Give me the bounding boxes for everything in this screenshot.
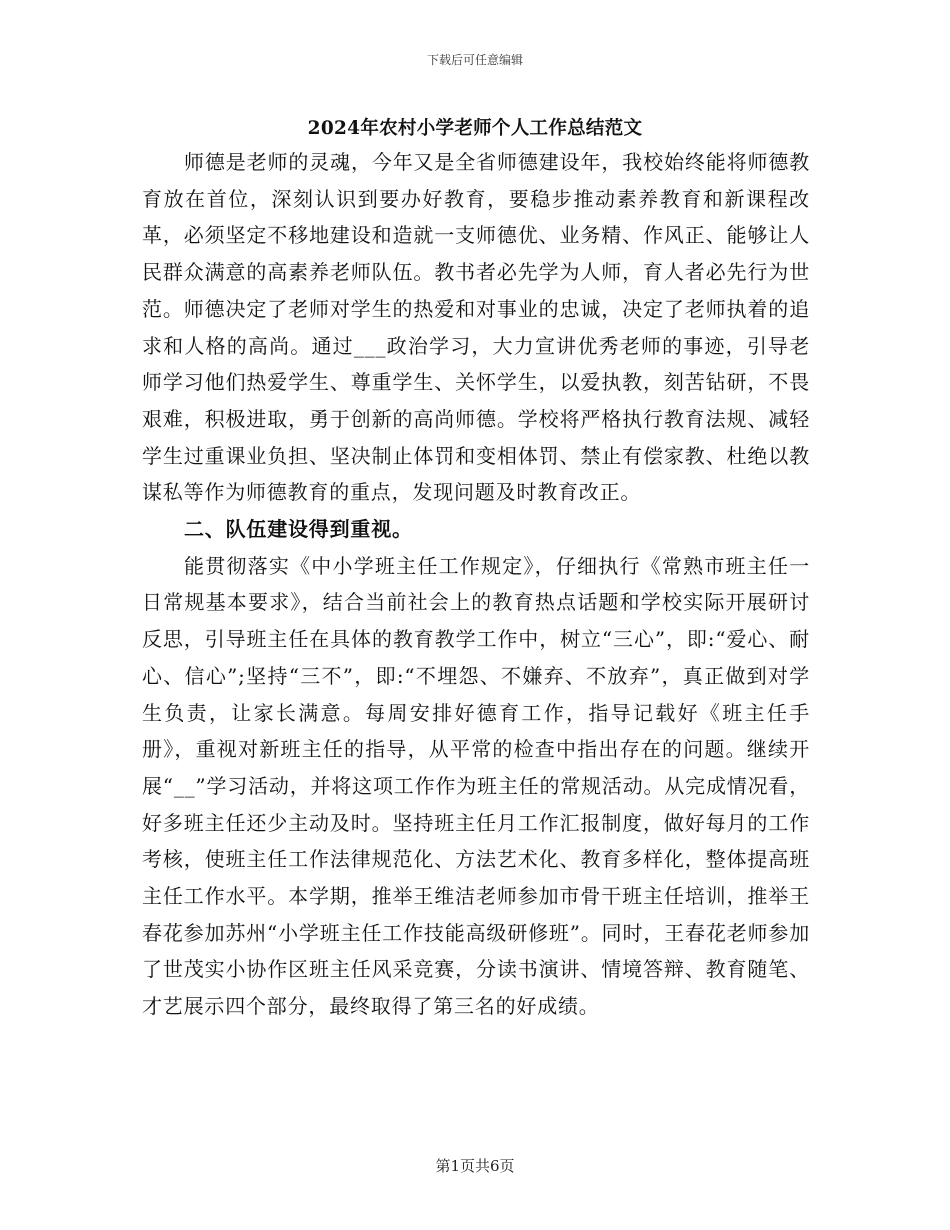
section-heading-team-building: 二、队伍建设得到重视。 [184, 517, 413, 542]
paragraph-teacher-ethics: 师德是老师的灵魂，今年又是全省师德建设年，我校始终能将师德教育放在首位，深刻认识到要办好教育，要稳步推动素养教育和新课程改革，必须坚定不移地建设和造就一支师德优、业务精、作风正、能够让人民群众满意的高素养老师队伍。教书者必先学为人师，育人者必先行为世范。师德决定了老师对学生的热爱和对事业的忠诚，决定了老师执着的追求和人格的高尚。通过___政治学习，大力宣讲优秀老师的事迹，引导老师学习他们热爱学生、尊重学生、关怀学生，以爱执教，刻苦钻研，不畏艰难，积极进取，勇于创新的高尚师德。学校将严格执行教育法规、减轻学生过重课业负担、坚决制止体罚和变相体罚、禁止有偿家教、杜绝以教谋私等作为师德教育的重点，发现问题及时教育改正。 [142, 150, 810, 505]
document-body [142, 144, 810, 1025]
document-title: 2024年农村小学老师个人工作总结范文 [307, 118, 643, 139]
page-header-note: 下载后可任意编辑 [426, 53, 523, 67]
paragraph-class-teacher-work: 能贯彻落实《中小学班主任工作规定》，仔细执行《常熟市班主任一日常规基本要求》，结合当前社会上的教育热点话题和学校实际开展研讨反思，引导班主任在具体的教育教学工作中，树立“三心”，即:“爱心、耐心、信心”;坚持“三不”，即:“不埋怨、不嫌弃、不放弃”，真正做到对学生负责，让家长满意。每周安排好德育工作，指导记载好《班主任手册》，重视对新班主任的指导，从平常的检查中指出存在的问题。继续开展“__”学习活动，并将这项工作作为班主任的常规活动。从完成情况看，好多班主任还少主动及时。坚持班主任月工作汇报制度，做好每月的工作考核，使班主任工作法律规范化、方法艺术化、教育多样化，整体提高班主任工作水平。本学期，推举王维洁老师参加市骨干班主任培训，推举王春花参加苏州“小学班主任工作技能高级研修班”。同时，王春花老师参加了世茂实小协作区班主任风采竞赛，分读书演讲、情境答辩、教育随笔、才艺展示四个部分，最终取得了第三名的好成绩。 [142, 553, 810, 1019]
page-number-footer: 第1页共6页 [435, 1157, 515, 1175]
